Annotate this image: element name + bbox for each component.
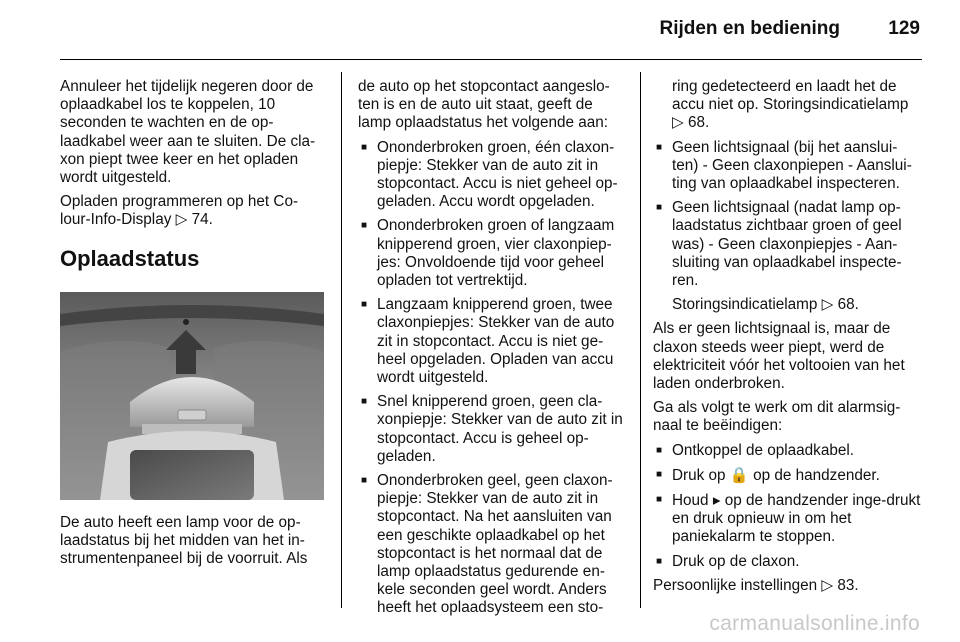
lock-icon: 🔒 bbox=[729, 465, 749, 484]
column-2 bbox=[358, 78, 626, 624]
status-item-fast-green: ■ Snel knipperend groen, geen cla-xonpiepje: Stekker van de auto zit in stopcontact. Accu is geheel op-geladen. bbox=[358, 393, 626, 466]
status-item-slow-green: ■ Langzaam knipperend groen, twee claxonpiepjes: Stekker van de auto zit in stopcontact. Accu is niet ge-heel opgeladen. Opladen van accu wordt uitgesteld. bbox=[358, 296, 626, 387]
dashboard-illustration bbox=[60, 292, 324, 500]
step-disconnect: ■ Ontkoppel de oplaadkabel. bbox=[653, 442, 923, 460]
header-rule bbox=[60, 59, 922, 60]
personal-settings-reference: Persoonlijke instellingen ▷ 83. bbox=[653, 576, 859, 594]
column-divider-2 bbox=[640, 72, 641, 608]
column-divider-1 bbox=[341, 72, 342, 608]
status-item-solid-yellow: ■ Ononderbroken geel, geen claxon-piepje: Stekker van de auto zit in stopcontact. Na het aansluiten van een geschikte oplaadkabel op het stopcontact is het normaal dat de lamp oplaadstatus gedurende en-kele seconden geel wordt. Anders heeft het oplaadsysteem een sto- bbox=[358, 472, 626, 618]
column-3 bbox=[653, 78, 923, 601]
yellow-continuation: ring gedetecteerd en laadt het de accu niet op. Storingsindicatielamp ▷ 68. bbox=[672, 78, 909, 132]
status-item-solid-green: ■ Ononderbroken groen, één claxon-piepje: Stekker van de auto zit in stopcontact. Accu is niet geheel op-geladen. Accu wordt opgeladen. bbox=[358, 139, 626, 212]
program-paragraph: Opladen programmeren op het Co-lour-Info-Display ▷ 74. bbox=[60, 193, 299, 229]
cancel-paragraph: Annuleer het tijdelijk negeren door de oplaadkabel los te koppelen, 10 seconden te wachten en de op-laadkabel weer aan te sluiten. De cla-xon piept twee keer en het opladen wordt uitgesteld. bbox=[60, 78, 316, 187]
step-press-horn: ■ Druk op de claxon. bbox=[653, 553, 923, 571]
column-1 bbox=[60, 78, 328, 574]
step-hold-panic: ■ Houd ▸ op de handzender inge-drukt en druk opnieuw in om het paniekalarm te stoppen. bbox=[653, 491, 923, 547]
no-light-item-after: ■ Geen lichtsignaal (nadat lamp op-laadstatus zichtbaar groen of geel was) - Geen claxonpiepjes - Aan-sluiting van oplaadkabel inspecte-ren. bbox=[653, 199, 923, 290]
dashboard-figure bbox=[60, 292, 324, 500]
fault-lamp-reference: Storingsindicatielamp ▷ 68. bbox=[672, 296, 859, 314]
status-list bbox=[358, 139, 626, 618]
procedure-steps bbox=[653, 442, 923, 571]
status-intro: de auto op het stopcontact aangeslo-ten is en de auto uit staat, geeft de lamp oplaadstatus het volgende aan: bbox=[358, 78, 610, 132]
section-heading: Oplaadstatus bbox=[60, 245, 200, 271]
panic-icon: ▸ bbox=[712, 491, 721, 510]
status-item-green-four-beeps: ■ Ononderbroken groen of langzaam knipperend groen, vier claxonpiep-jes: Onvoldoende tijd voor geheel opladen tot vertrektijd. bbox=[358, 217, 626, 290]
step-press-lock: ■ Druk op 🔒 op de handzender. bbox=[653, 466, 923, 485]
lamp-paragraph: De auto heeft een lamp voor de op-laadstatus bij het midden van het in-strumentenpaneel bij de voorruit. Als bbox=[60, 513, 308, 568]
procedure-intro: Ga als volgt te werk om dit alarmsig-naal te beëindigen: bbox=[653, 399, 901, 435]
watermark: carmanualsonline.info bbox=[709, 612, 920, 635]
no-light-item-connect: ■ Geen lichtsignaal (bij het aanslui-ten) - Geen claxonpiepen - Aanslui-ting van oplaadkabel inspecteren. bbox=[653, 139, 923, 194]
page-number: 129 bbox=[888, 18, 920, 39]
beeping-paragraph: Als er geen lichtsignaal is, maar de claxon steeds weer piept, werd de elektriciteit vóór het voltooien van het laden onderbroken. bbox=[653, 320, 905, 393]
page-header bbox=[0, 0, 960, 60]
no-light-list bbox=[653, 139, 923, 291]
section-title: Rijden en bediening bbox=[659, 18, 840, 39]
